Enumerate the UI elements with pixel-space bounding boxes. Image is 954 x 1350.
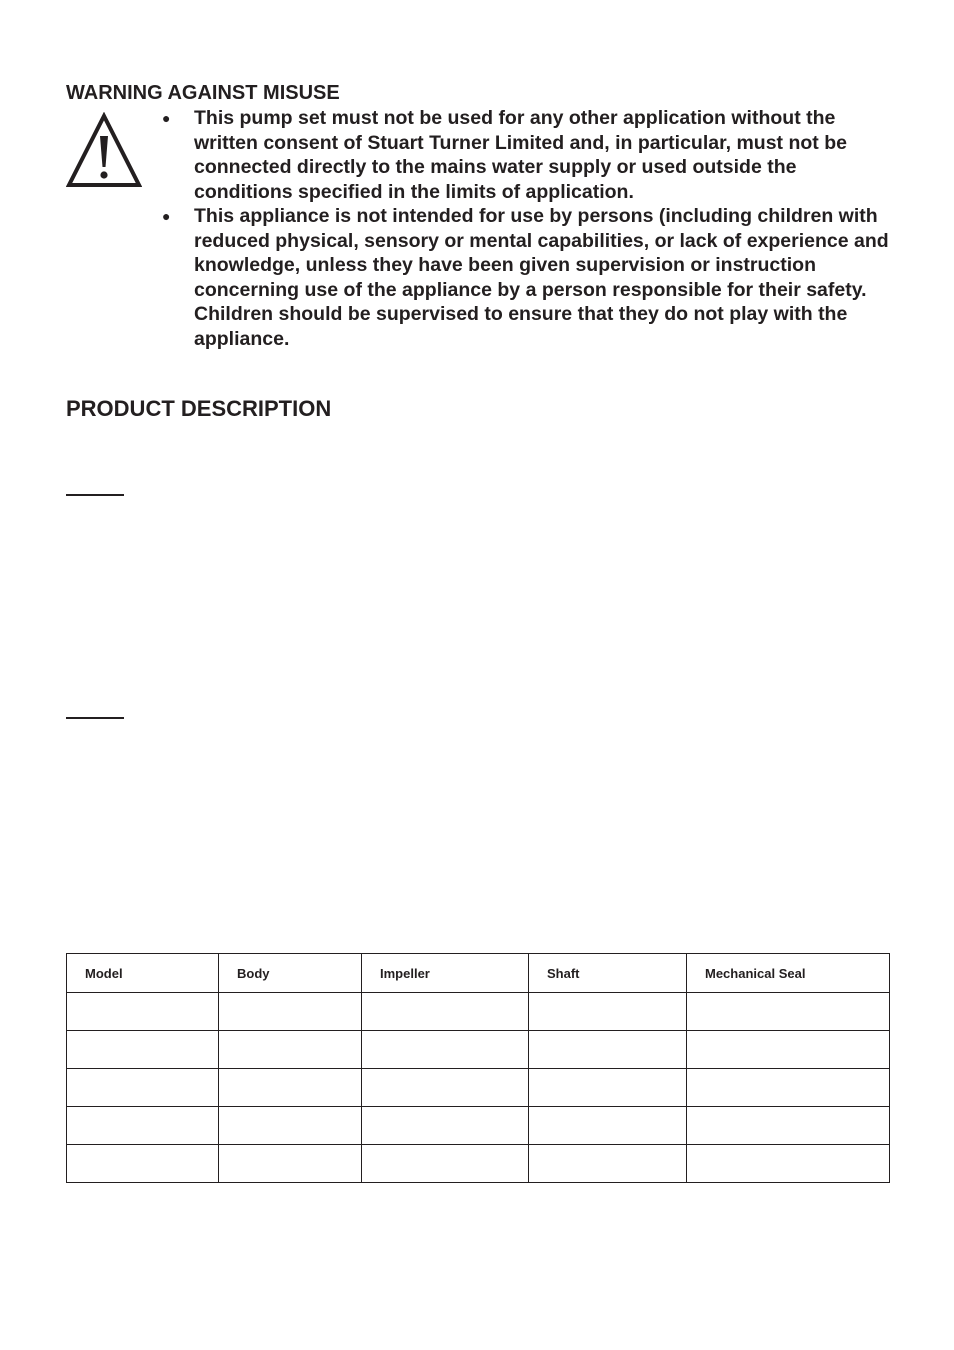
table-row [67, 993, 890, 1031]
table-cell [529, 993, 687, 1031]
warning-bullet-item [160, 204, 890, 351]
table-cell [687, 1069, 890, 1107]
table-cell [362, 1107, 529, 1145]
table-cell [687, 993, 890, 1031]
subheading-underline [66, 717, 124, 719]
table-cell [219, 1069, 362, 1107]
table-cell [219, 1145, 362, 1183]
table-cell [362, 993, 529, 1031]
subheading-underline [66, 494, 124, 496]
column-header-model: Model [67, 954, 219, 993]
table-row [67, 1107, 890, 1145]
table-row [67, 1031, 890, 1069]
column-header-body: Body [219, 954, 362, 993]
table-cell [67, 1069, 219, 1107]
table-cell [687, 1031, 890, 1069]
bullet-text: This appliance is not intended for use by persons (including children with reduced physical, sensory or mental capabilities, or lack of experience and knowledge, unless they have been given supervision or instruction concerning use of the appliance by a person responsible for their safety. [194, 205, 889, 301]
bullet-icon: ● [162, 110, 171, 126]
column-header-impeller: Impeller [362, 954, 529, 993]
table-row [67, 1069, 890, 1107]
product-description-heading: PRODUCT DESCRIPTION [66, 396, 332, 421]
table-cell [362, 1031, 529, 1069]
table-cell [67, 1145, 219, 1183]
table-cell [529, 1145, 687, 1183]
table-cell [362, 1069, 529, 1107]
materials-table [66, 953, 890, 1183]
column-header-shaft: Shaft [529, 954, 687, 993]
table-cell [687, 1145, 890, 1183]
table-cell [219, 993, 362, 1031]
bullet-extra-text: Children should be supervised to ensure that they do not play with the appliance. [194, 303, 848, 350]
table-cell [362, 1145, 529, 1183]
column-header-mechanical-seal: Mechanical Seal [687, 954, 890, 993]
bullet-text: This pump set must not be used for any other application without the written consent of Stuart Turner Limited and, in particular, must not be connected directly to the mains water supply or used outside the conditions specified in the limits of application. [194, 107, 847, 203]
table-cell [67, 1031, 219, 1069]
table-cell [687, 1107, 890, 1145]
table-row [67, 1145, 890, 1183]
table-cell [529, 1107, 687, 1145]
warning-bullet-item [160, 106, 890, 204]
warning-triangle-icon [66, 112, 142, 188]
table-cell [67, 993, 219, 1031]
table-header-row [67, 954, 890, 993]
table-cell [529, 1069, 687, 1107]
bullet-icon: ● [162, 208, 171, 224]
warning-bullet-list [160, 106, 890, 351]
warning-heading: WARNING AGAINST MISUSE [66, 82, 340, 104]
table-cell [219, 1107, 362, 1145]
table-cell [529, 1031, 687, 1069]
table-cell [67, 1107, 219, 1145]
table-cell [219, 1031, 362, 1069]
